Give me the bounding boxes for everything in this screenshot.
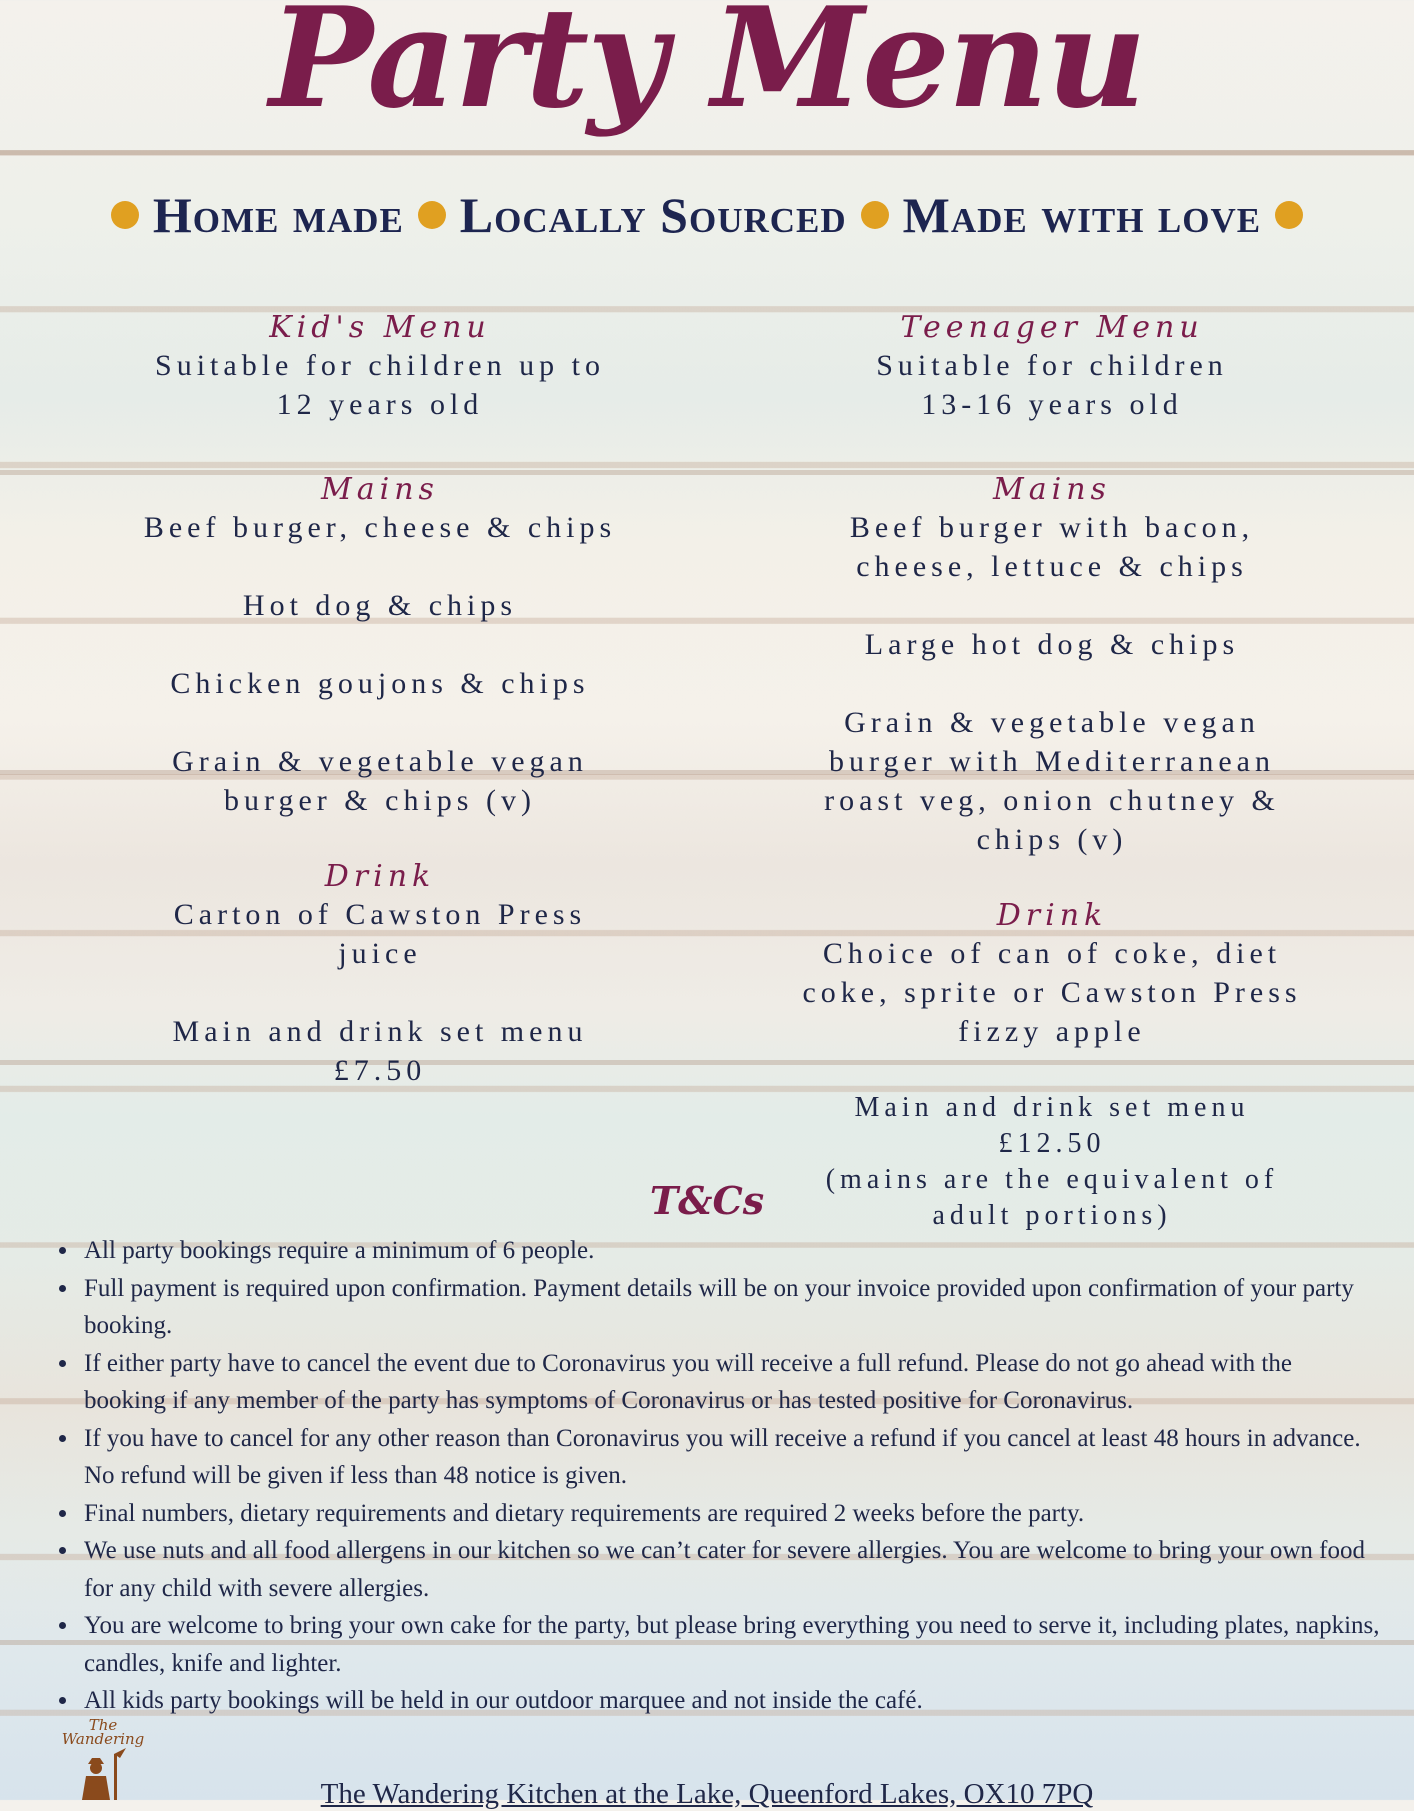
teen-note-line: adult portions) (932, 1200, 1172, 1231)
kids-menu (80, 310, 680, 1090)
kids-price: £7.50 (333, 1054, 427, 1087)
teen-mains-heading: Mains (993, 472, 1111, 507)
terms-item: • We use nuts and all food allergens in our kitchen so we can’t cater for severe allergies. You are welcome to bring your own food for any child with severe allergies. (80, 1532, 1380, 1607)
terms-item: • All kids party bookings will be held in our outdoor marquee and not inside the café. (80, 1682, 1380, 1720)
menu-item-line: Chicken goujons & chips (170, 667, 590, 700)
terms-item: • If you have to cancel for any other reason than Coronavirus you will receive a refund if you cancel at least 48 hours in advance. No refund will be given if less than 48 notice is given. (80, 1420, 1380, 1495)
menu-item-line: burger with Mediterranean (829, 745, 1275, 778)
terms-item: • You are welcome to bring your own cake for the party, but please bring everything you need to serve it, including plates, napkins, candles, knife and lighter. (80, 1607, 1380, 1682)
teen-drink-heading: Drink (996, 898, 1108, 933)
menu-item-line: Beef burger with bacon, (849, 511, 1255, 544)
menu-item (80, 895, 680, 973)
menu-item (752, 508, 1352, 586)
menu-item (752, 934, 1352, 1051)
menu-item-line: Grain & vegetable vegan (172, 745, 588, 778)
teen-suitable-line: 13-16 years old (921, 388, 1183, 421)
teen-price: £12.50 (998, 1128, 1106, 1159)
kids-suitable-line: 12 years old (276, 388, 484, 421)
menu-item-line: Large hot dog & chips (864, 628, 1240, 661)
menu-item-line: Carton of Cawston Press (173, 898, 587, 931)
kids-mains-heading: Mains (321, 472, 439, 507)
menu-item-line: juice (338, 937, 422, 970)
bullet-dot-icon (418, 201, 446, 229)
footer-address: The Wandering Kitchen at the Lake, Queenford Lakes, OX10 7PQ (320, 1778, 1094, 1810)
kids-set-menu: Main and drink set menu (172, 1015, 588, 1048)
logo-line: Wandering (61, 1730, 145, 1748)
logo-line: The (88, 1716, 118, 1734)
tagline-made-with-love: Made with love (902, 187, 1262, 243)
menu-item-line: Beef burger, cheese & chips (143, 511, 617, 544)
menu-item-line: burger & chips (v) (224, 784, 536, 817)
menu-item-line: Grain & vegetable vegan (844, 706, 1260, 739)
terms-heading: T&Cs (649, 1178, 765, 1223)
bullet-dot-icon (111, 201, 139, 229)
terms-item: • If either party have to cancel the event due to Coronavirus you will receive a full refund. Please do not go ahead with the booking if any member of the party has symptoms of Coronavirus or has tested positive for Coronavirus. (80, 1345, 1380, 1420)
menu-item-line: coke, sprite or Cawston Press (802, 976, 1302, 1009)
menu-item-line: roast veg, onion chutney & (824, 784, 1280, 817)
page-title: Party Menu (269, 0, 1145, 139)
menu-item (80, 586, 680, 625)
menu-item (80, 742, 680, 820)
plank-line (0, 150, 1414, 155)
tagline-home-made: Home made (152, 187, 404, 243)
menu-item-line: Choice of can of coke, diet (822, 937, 1282, 970)
terms-item: • All party bookings require a minimum of 6 people. (80, 1232, 1380, 1270)
terms-list (52, 1232, 1380, 1720)
menu-item-line: fizzy apple (958, 1015, 1146, 1048)
kids-drink-heading: Drink (324, 859, 436, 894)
terms-item: • Final numbers, dietary requirements and dietary requirements are required 2 weeks before the party. (80, 1495, 1380, 1533)
teen-menu (752, 310, 1352, 1234)
menu-item (80, 664, 680, 703)
teen-note-line: (mains are the equivalent of (825, 1164, 1279, 1195)
menu-item (752, 625, 1352, 664)
teen-set-menu: Main and drink set menu (854, 1092, 1250, 1123)
kids-suitable-line: Suitable for children up to (155, 349, 605, 382)
menu-item-line: Hot dog & chips (242, 589, 518, 622)
terms-item: • Full payment is required upon confirmation. Payment details will be on your invoice provided upon confirmation of your party booking. (80, 1270, 1380, 1345)
bullet-dot-icon (1275, 201, 1303, 229)
bullet-dot-icon (861, 201, 889, 229)
kids-menu-heading: Kid's Menu (269, 310, 491, 345)
teen-suitable-line: Suitable for children (876, 349, 1228, 382)
menu-item-line: chips (v) (976, 823, 1128, 856)
tagline (0, 186, 1414, 244)
tagline-locally-sourced: Locally Sourced (459, 187, 847, 243)
menu-item (752, 703, 1352, 859)
logo-text (58, 1718, 148, 1746)
menu-item (80, 508, 680, 547)
teen-menu-heading: Teenager Menu (900, 310, 1204, 345)
menu-item-line: cheese, lettuce & chips (856, 550, 1248, 583)
